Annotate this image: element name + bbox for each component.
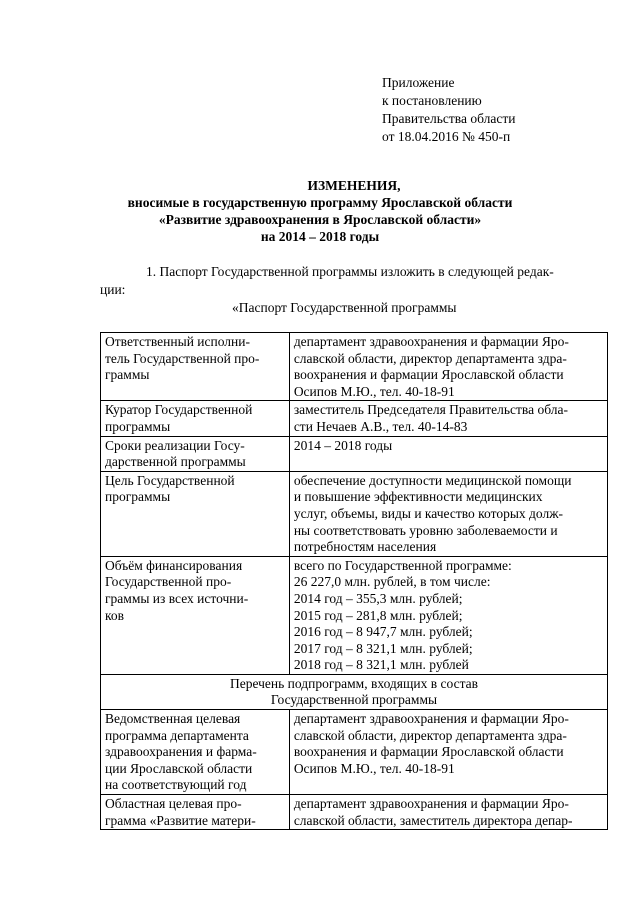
cell-text-line: воохранения и фармации Ярославской области xyxy=(293,744,564,760)
cell-text-line: всего по Государственной программе: xyxy=(293,557,512,573)
cell-text-line: департамент здравоохранения и фармации Яро- xyxy=(293,796,569,812)
table-row xyxy=(101,401,608,436)
cell-text-line: 2014 год – 355,3 млн. рублей; xyxy=(293,590,463,606)
table-row xyxy=(101,795,608,830)
cell-text-line: воохранения и фармации Ярославской области xyxy=(293,367,564,383)
cell-text-line: Цель Государственной xyxy=(105,472,235,488)
cell-text-line: 2016 год – 8 947,7 млн. рублей; xyxy=(293,624,473,640)
title-program-name: «Развитие здравоохранения в Ярославской области» xyxy=(158,212,482,227)
cell-text-line: Куратор Государственной xyxy=(105,402,253,418)
cell-text-line: славской области, директор департамента здра- xyxy=(293,727,567,743)
cell-text-line: Ответственный исполни- xyxy=(105,334,250,349)
row-label-cell xyxy=(101,795,290,830)
table-row xyxy=(101,710,608,795)
row-label-cell xyxy=(101,471,290,556)
appendix-line: Правительства области xyxy=(382,111,516,126)
section-header-row xyxy=(101,674,608,709)
cell-text-line: 2014 – 2018 годы xyxy=(293,437,393,453)
title-heading: ИЗМЕНЕНИЯ, xyxy=(307,178,401,193)
passport-heading: «Паспорт Государственной программы xyxy=(232,300,457,315)
table-row xyxy=(101,556,608,674)
row-value-cell xyxy=(289,401,607,436)
table-row xyxy=(101,471,608,556)
cell-text-line: 2018 год – 8 321,1 млн. рублей xyxy=(293,657,469,673)
row-label-cell xyxy=(101,333,290,401)
cell-text-line: потребностям населения xyxy=(293,539,437,555)
cell-text-line: граммы из всех источни- xyxy=(105,590,249,606)
cell-text-line: заместитель Председателя Правительства обла- xyxy=(293,402,568,418)
table-row xyxy=(101,436,608,471)
cell-text-line: Сроки реализации Госу- xyxy=(105,437,245,453)
appendix-date-number: от 18.04.2016 № 450-п xyxy=(382,129,511,144)
cell-text-line: Объём финансирования xyxy=(105,557,243,573)
cell-text-line: услуг, объемы, виды и качество которых долж- xyxy=(293,505,564,521)
cell-text-line: обеспечение доступности медицинской помощи xyxy=(293,472,572,488)
row-label-cell xyxy=(101,401,290,436)
cell-text-line: дарственной программы xyxy=(105,454,246,470)
cell-text-line: программа департамента xyxy=(105,727,249,743)
cell-text-line: 2017 год – 8 321,1 млн. рублей; xyxy=(293,640,473,656)
cell-text-line: ны соответствовать уровню заболеваемости и xyxy=(293,522,558,538)
row-value-cell xyxy=(289,436,607,471)
cell-text-line: Государственной программы xyxy=(270,692,438,708)
cell-text-line: Осипов М.Ю., тел. 40-18-91 xyxy=(293,383,455,399)
cell-text-line: Государственной про- xyxy=(105,574,232,590)
cell-text-line: тель Государственной про- xyxy=(105,350,260,366)
row-label-cell xyxy=(101,556,290,674)
cell-text-line: Перечень подпрограмм, входящих в состав xyxy=(229,675,479,691)
title-period: на 2014 – 2018 годы xyxy=(260,229,380,244)
passport-table xyxy=(100,332,608,830)
appendix-line: Приложение xyxy=(382,75,455,90)
cell-text-line: здравоохранения и фарма- xyxy=(105,744,257,760)
cell-text-line: 26 227,0 млн. рублей, в том числе: xyxy=(293,574,491,590)
section-header-cell xyxy=(101,674,608,709)
cell-text-line: Областная целевая про- xyxy=(105,796,242,812)
cell-text-line: ков xyxy=(105,607,124,623)
row-label-cell xyxy=(101,710,290,795)
cell-text-line: сти Нечаев А.В., тел. 40-14-83 xyxy=(293,418,468,434)
cell-text-line: славской области, директор департамента здра- xyxy=(293,350,567,366)
cell-text-line: грамма «Развитие матери- xyxy=(105,812,256,828)
cell-text-line: Осипов М.Ю., тел. 40-18-91 xyxy=(293,760,455,776)
appendix-line: к постановлению xyxy=(382,93,482,108)
cell-text-line: славской области, заместитель директора депар- xyxy=(293,812,573,828)
cell-text-line: программы xyxy=(105,418,171,434)
table-row xyxy=(101,333,608,401)
intro-line: 1. Паспорт Государственной программы изложить в следующей редак- xyxy=(146,264,554,279)
cell-text-line: ции Ярославской области xyxy=(105,760,253,776)
intro-paragraph xyxy=(100,263,610,317)
cell-text-line: департамент здравоохранения и фармации Яро- xyxy=(293,334,569,349)
cell-text-line: департамент здравоохранения и фармации Яро- xyxy=(293,711,569,727)
appendix-block xyxy=(382,74,515,146)
document-title xyxy=(0,177,640,245)
intro-line: ции: xyxy=(100,282,126,297)
cell-text-line: граммы xyxy=(105,367,150,383)
cell-text-line: 2015 год – 281,8 млн. рублей; xyxy=(293,607,463,623)
row-value-cell xyxy=(289,556,607,674)
title-subline: вносимые в государственную программу Ярославской области xyxy=(127,195,513,210)
cell-text-line: и повышение эффективности медицинских xyxy=(293,489,543,505)
row-value-cell xyxy=(289,795,607,830)
row-value-cell xyxy=(289,710,607,795)
passport-table-body xyxy=(101,333,608,830)
cell-text-line: Ведомственная целевая xyxy=(105,711,241,727)
row-value-cell xyxy=(289,471,607,556)
row-label-cell xyxy=(101,436,290,471)
cell-text-line: программы xyxy=(105,489,171,505)
cell-text-line: на соответствующий год xyxy=(105,777,247,793)
row-value-cell xyxy=(289,333,607,401)
